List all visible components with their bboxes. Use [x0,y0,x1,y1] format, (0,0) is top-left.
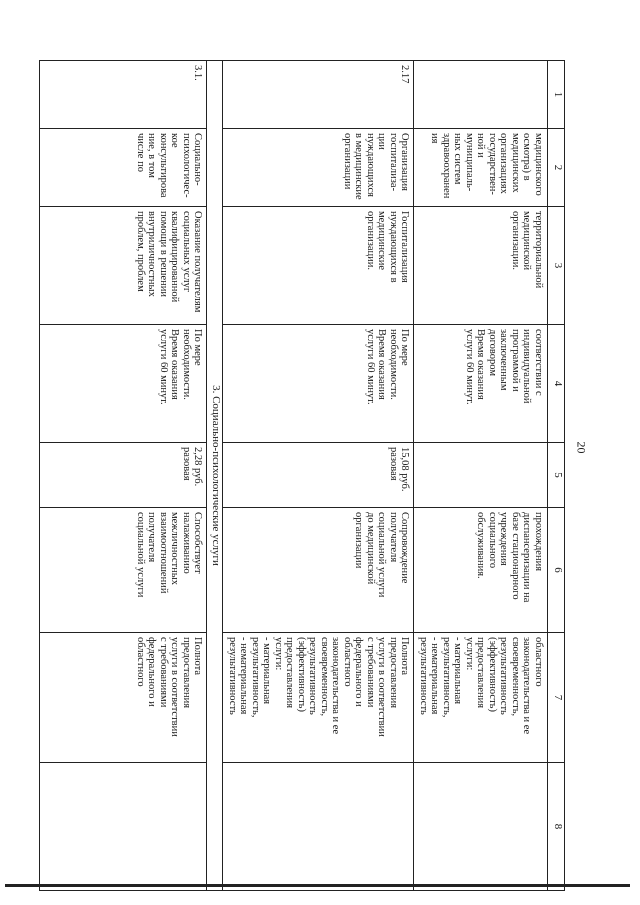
cell-timing: По мере необходимости. Время оказания услуги 60 минут. [223,325,414,443]
cell-timing: соответствии с индивидуальной программой и заключенным договором Время оказания услуги 60 минут. [414,325,548,443]
cell-service-name: медицинского осмотра) в медицинских организациях государствен- ной и муниципаль- ных систем здравоохранен ия [414,129,548,207]
cell-description: территориальной медицинской организации. [414,207,548,325]
cell-quality: Полнота предоставления услуги в соответствии с требованиями федерального и областного законодательства и ее своевременность, результативность (эффективность) предоставления услуги: - материальная результативность, - нематериальная результативность [223,633,414,763]
col-header-4: 4 [548,325,565,443]
col-header-2: 2 [548,129,565,207]
section-title: 3. Социально-психологические услуги [207,61,223,891]
col-header-7: 7 [548,633,565,763]
cell-extra [414,763,548,891]
cell-conditions: прохождения диспансеризации на базе стационарного учреждения социального обслуживания. [414,508,548,633]
section-row [207,61,223,891]
cell-extra [223,763,414,891]
table-row-continuation [414,61,548,891]
col-header-8: 8 [548,763,565,891]
page-number: 20 [574,441,589,454]
col-header-5: 5 [548,443,565,508]
cell-conditions: Способствует налаживанию межличностных взаимоотношений получателя социальной услуги [40,508,207,633]
cell-extra [40,763,207,891]
cell-price [414,443,548,508]
cell-conditions: Сопровождение получателя социальной услуги до медицинской организации [223,508,414,633]
service-table-sheet [65,60,565,890]
col-header-1: 1 [548,61,565,129]
table-header-row [548,61,565,891]
rotated-page [65,60,565,890]
cell-number [414,61,548,129]
table-row-2-17 [223,61,414,891]
social-services-table [40,60,566,891]
col-header-6: 6 [548,508,565,633]
cell-quality: областного законодательства и ее своевременность, результативность (эффективность) предоставления услуги: - материальная результативность, - нематериальная результативность [414,633,548,763]
cell-service-name: Социально- психологичес- кое консультирова ние, в том числе по [40,129,207,207]
cell-price: 2,28 руб. разовая [40,443,207,508]
cell-number: 2.17 [223,61,414,129]
cell-timing: По мере необходимости. Время оказания услуги 60 минут. [40,325,207,443]
cell-description: Оказание получателям социальных услуг квалифицированной помощи в решении внутриличностных проблем, проблем [40,207,207,325]
cell-service-name: Организация госпитализа- ции нуждающихся в медицинские организации [223,129,414,207]
table-row-3-1 [40,61,207,891]
cell-description: Госпитализация нуждающихся в медицинские организации. [223,207,414,325]
cell-number: 3.1. [40,61,207,129]
cell-price: 15,08 руб. разовая [223,443,414,508]
cell-quality: Полнота предоставления услуги в соответствии с требованиями федерального и областного [40,633,207,763]
col-header-3: 3 [548,207,565,325]
scan-edge-rule [5,884,630,887]
